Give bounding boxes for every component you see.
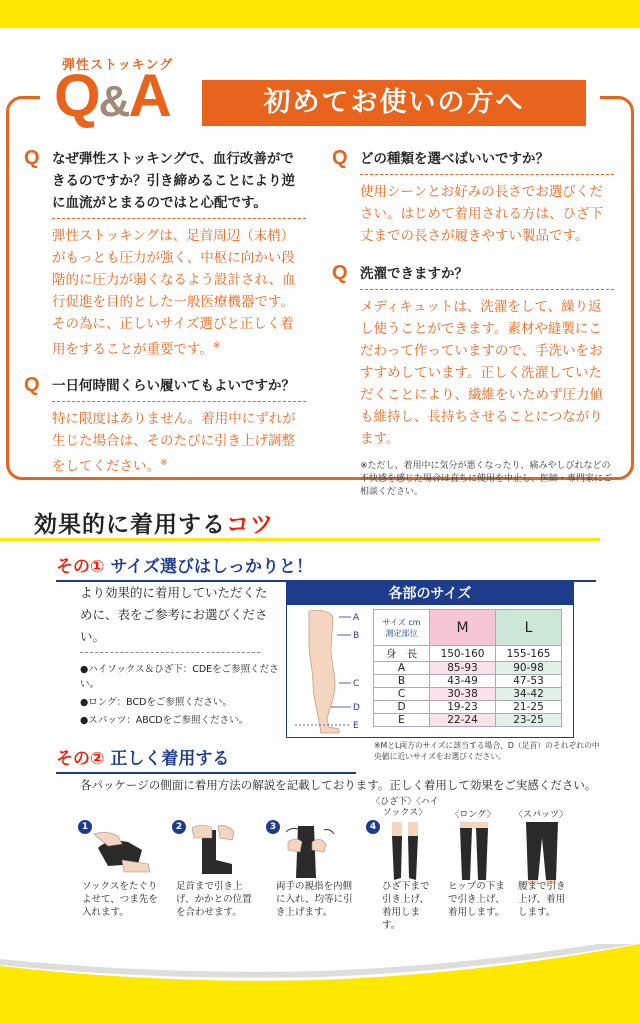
row-label: 身 長 xyxy=(374,646,430,662)
cell-l: 47-53 xyxy=(496,675,562,688)
step-illustration-4 xyxy=(366,820,380,834)
type-caption-knee: ひざ下まで引き上げ、着用します。 xyxy=(382,881,430,931)
step-illustration-3 xyxy=(266,820,346,880)
section-title-accent: コツ xyxy=(226,512,274,538)
row-label: A xyxy=(374,662,430,675)
size-chart-card xyxy=(286,582,574,738)
step-caption-1: ソックスをたぐりよせて、つま先を入れます。 xyxy=(82,881,158,918)
column-m: M xyxy=(430,610,496,646)
cell-m: 22-24 xyxy=(430,714,496,727)
qa-item xyxy=(24,148,306,361)
type-caption-spats: 腰まで引き上げ、着用します。 xyxy=(518,881,566,918)
row-label: D xyxy=(374,701,430,714)
answer-text xyxy=(52,225,306,361)
answer-body: 特に限度はありません。着用中にずれが生じた場合は、そのたびに引き上げ調整をしてください。 xyxy=(52,410,296,474)
table-row xyxy=(374,646,562,662)
size-table xyxy=(373,609,562,727)
qa-subtitle: 弾性ストッキング xyxy=(62,58,174,73)
qa-logo-amp: & xyxy=(98,77,129,126)
top-yellow-band xyxy=(0,0,640,34)
qa-right-column xyxy=(332,148,614,499)
table-row xyxy=(374,701,562,714)
qa-footnote: ※ただし、着用中に気分が悪くなったり、痛みやしびれなどの不快感を感じた場合は直ちに使用を中止し、医師・専門家にご相談ください。 xyxy=(360,461,613,497)
knee-socks-legs-icon xyxy=(382,822,430,884)
type-label-knee: 〈ひざ下〉〈ハイソックス〉 xyxy=(371,797,439,818)
divider xyxy=(80,652,260,653)
step-illustration-1 xyxy=(78,820,158,880)
row-label: E xyxy=(374,714,430,727)
size-table-header xyxy=(374,610,562,646)
bottom-yellow-wave xyxy=(0,944,640,1024)
section-title xyxy=(34,506,274,539)
cell-m: 43-49 xyxy=(430,675,496,688)
qa-item xyxy=(24,375,306,478)
corner-part: 測定部位 xyxy=(385,628,418,638)
leg-label-e: E xyxy=(353,721,359,731)
answer-body: 弾性ストッキングは、足首周辺（末梢）がもっとも圧力が強く、中枢に向かい段階的に圧力が弱くなるよう設計され、血行促進を目的とした一般医療機器です。その為に、正しいサイズ選びと正しく着用をすることが重要です。 xyxy=(52,228,296,358)
table-row xyxy=(374,675,562,688)
qa-logo-q: Q xyxy=(54,62,99,129)
answer-text xyxy=(52,408,306,478)
column-l: L xyxy=(496,610,562,646)
bullet-item: ●スパッツ：ABCDをご参照ください。 xyxy=(80,715,249,726)
step-number-badge: 3 xyxy=(266,820,280,834)
cell-m: 150-160 xyxy=(430,646,496,662)
step2-heading xyxy=(56,744,356,774)
cell-l: 23-25 xyxy=(496,714,562,727)
q-mark: Q xyxy=(24,373,40,396)
type-caption-long: ヒップの下まで引き上げ、着用します。 xyxy=(448,881,505,918)
q-mark: Q xyxy=(332,262,348,284)
q-mark: Q xyxy=(332,147,348,169)
section-title-main: 効果的に着用する xyxy=(34,512,226,538)
leg-label-d: D xyxy=(353,703,360,713)
qa-logo-a: A xyxy=(128,62,170,129)
cell-l: 90-98 xyxy=(496,662,562,675)
qa-banner: 初めてお使いの方へ xyxy=(202,80,586,126)
section-underline xyxy=(0,538,600,541)
size-bullets xyxy=(80,662,280,731)
qa-item xyxy=(332,148,614,247)
table-row xyxy=(374,714,562,727)
answer-footnote-mark: ※ xyxy=(212,341,221,351)
row-label: B xyxy=(374,675,430,688)
step1-heading xyxy=(56,552,596,582)
cell-m: 30-38 xyxy=(430,688,496,701)
spats-legs-icon xyxy=(518,822,566,884)
step1-number: その① xyxy=(56,557,105,577)
step2-number: その② xyxy=(56,749,105,769)
size-chart-title: 各部のサイズ xyxy=(287,583,573,605)
table-corner xyxy=(374,610,430,646)
step-number-badge: 4 xyxy=(366,820,380,834)
question-text: なぜ弾性ストッキングで、血行改善ができるのですか？引き締めることにより逆に血流がとまるのではと心配です。 xyxy=(52,148,306,219)
wearing-instructions: 各パッケージの側面に着用方法の解説を記載しております。正しく着用して効果をご実感ください。 xyxy=(80,778,597,792)
table-row xyxy=(374,662,562,675)
long-stockings-legs-icon xyxy=(450,822,498,884)
table-row xyxy=(374,688,562,701)
step-caption-2: 足首まで引き上げ、かかとの位置を合わせます。 xyxy=(176,881,252,918)
leg-shape xyxy=(309,610,339,733)
size-lead-text: より効果的に着用していただくために、表をご参考にお選びください。 xyxy=(80,585,268,644)
step-caption-3: 両手の親指を内側に入れ、均等に引き上げます。 xyxy=(276,881,353,918)
leg-diagram xyxy=(291,609,371,735)
bullet-item: ●ロング：BCDをご参照ください。 xyxy=(80,697,232,708)
type-label-spats: 〈スパッツ〉 xyxy=(513,810,568,820)
cell-l: 155-165 xyxy=(496,646,562,662)
cell-l: 34-42 xyxy=(496,688,562,701)
corner-unit: cm xyxy=(408,617,421,627)
leg-label-c: C xyxy=(353,679,360,689)
qa-item xyxy=(332,263,614,450)
corner-size: サイズ xyxy=(382,617,406,627)
step-illustration-2 xyxy=(172,820,252,880)
bullet-item: ●ハイソックス＆ひざ下：CDEをご参照ください。 xyxy=(80,664,279,690)
step2-title: 正しく着用する xyxy=(110,749,230,769)
answer-text: 使用シーンとお好みの長さでお選びください。はじめて着用される方は、ひざ下丈までの長さが履きやすい製品です。 xyxy=(360,184,603,244)
cell-m: 19-23 xyxy=(430,701,496,714)
question-text: 洗濯できますか？ xyxy=(360,263,614,290)
question-text: どの種類を選べばいいですか？ xyxy=(360,148,614,175)
answer-text: メディキュットは、洗濯をして、繰り返し使うことができます。素材や縫製にこだわって作っていますので、手洗いをおすすめしています。正しく洗濯していただくことにより、繊維をいためず圧力値も維持し、長持ちさせることにつながります。 xyxy=(360,299,603,447)
row-label: C xyxy=(374,688,430,701)
cell-m: 85-93 xyxy=(430,662,496,675)
leg-label-a: A xyxy=(353,613,360,623)
qa-left-column xyxy=(24,148,306,477)
leg-label-b: B xyxy=(353,631,360,641)
step1-title: サイズ選びはしっかりと！ xyxy=(110,557,313,577)
step-number-badge: 2 xyxy=(172,820,186,834)
type-label-long: 〈ロング〉 xyxy=(450,810,496,820)
cell-l: 21-25 xyxy=(496,701,562,714)
answer-footnote-mark: ※ xyxy=(160,457,168,468)
step-number-badge: 1 xyxy=(78,820,92,834)
q-mark: Q xyxy=(24,147,40,169)
question-text: 一日何時間くらい履いてもよいですか？ xyxy=(52,375,306,402)
size-footnote: ※MとL両方のサイズに該当する場合、D（足首）のそれぞれの中央値に近いサイズをお選びください。 xyxy=(374,741,600,761)
